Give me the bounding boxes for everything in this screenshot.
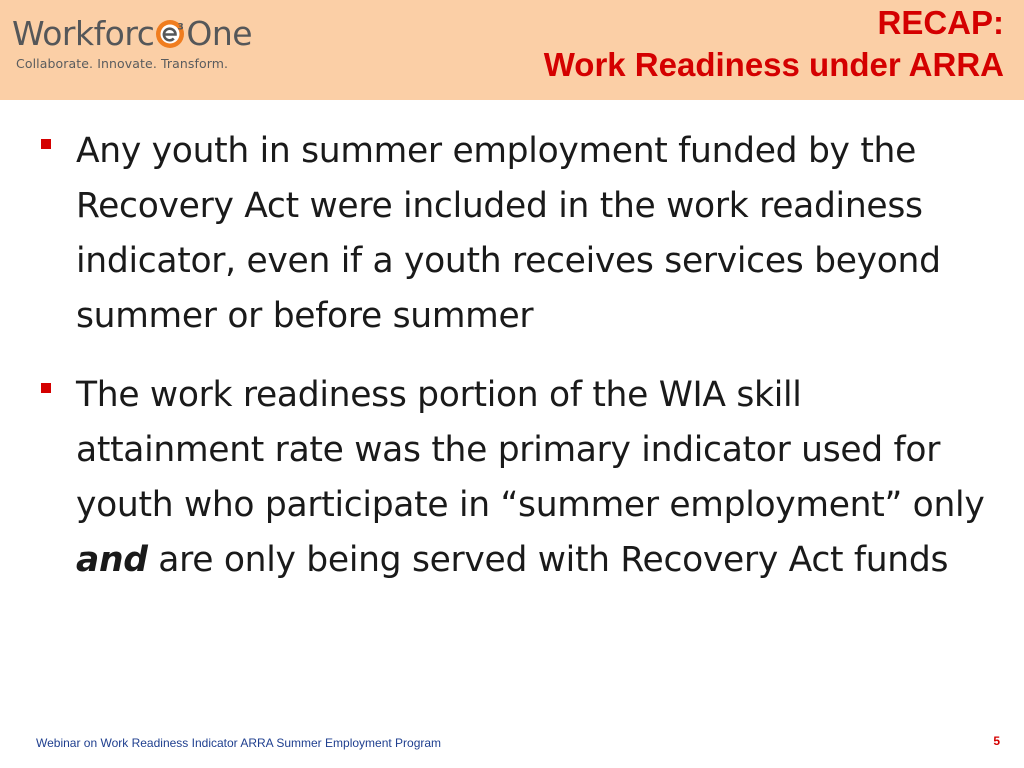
logo-wordmark [12, 14, 252, 54]
page-number: 5 [993, 734, 1000, 748]
e3-circle-logo-icon [155, 19, 185, 49]
bullet-2-emphasis: and [76, 540, 148, 580]
bullet-list [38, 124, 998, 612]
bullet-item-2 [38, 368, 998, 588]
bullet-1-text: Any youth in summer employment funded by the Recovery Act were included in the work readiness indicator, even if a youth receives services beyond summer or before summer [76, 131, 941, 336]
title-line-2: Work Readiness under ARRA [543, 46, 1004, 83]
workforce3one-logo [12, 12, 272, 82]
bullet-2-text [76, 368, 998, 588]
logo-name-part1: Workforc [12, 14, 155, 53]
square-bullet-icon [41, 383, 51, 393]
logo-tagline: Collaborate. Innovate. Transform. [16, 56, 229, 71]
bullet-2-text-after: are only being served with Recovery Act funds [147, 540, 949, 580]
bullet-2-text-before: The work readiness portion of the WIA skill attainment rate was the primary indicator used for youth who participate in “summer employment” only [76, 375, 985, 525]
bullet-item-1 [38, 124, 998, 344]
slide-title [544, 2, 1004, 86]
logo-name-part2: One [186, 14, 253, 53]
square-bullet-icon [41, 139, 51, 149]
logo-mark-superscript: 3 [177, 22, 184, 33]
title-line-1: RECAP: [877, 4, 1004, 41]
footer-caption: Webinar on Work Readiness Indicator ARRA Summer Employment Program [36, 736, 442, 750]
